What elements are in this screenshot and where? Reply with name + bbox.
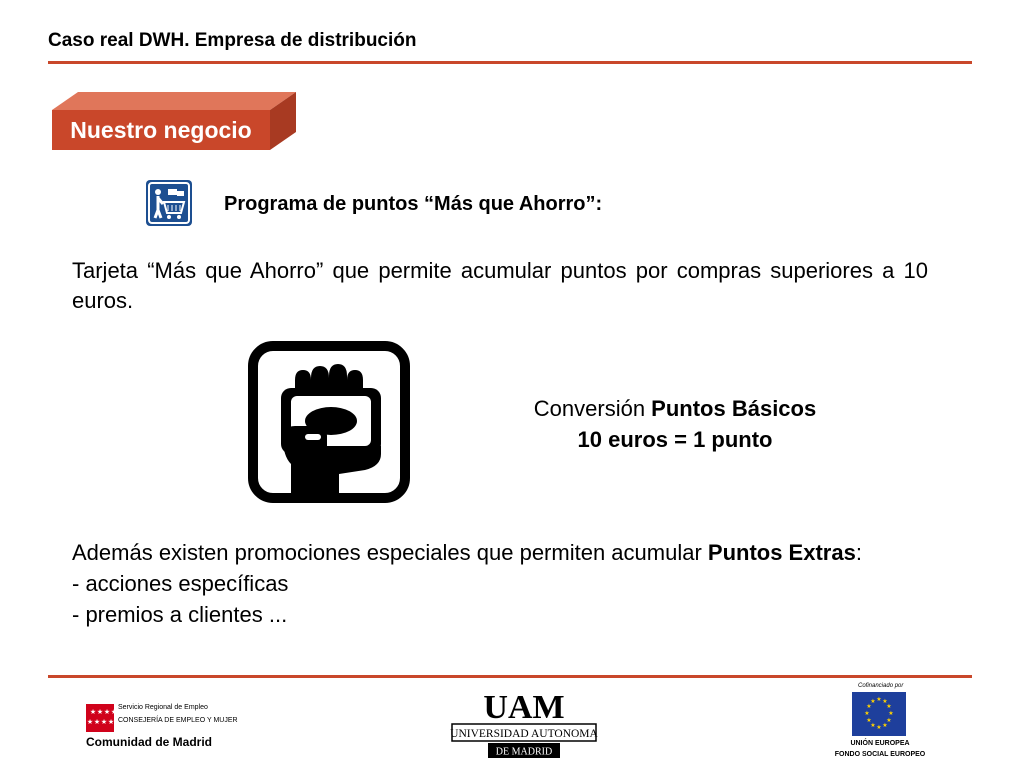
svg-text:★: ★: [882, 698, 888, 705]
extras-item: - acciones específicas: [72, 571, 289, 596]
comunidad-service-line: Servicio Regional de Empleo: [118, 704, 208, 711]
eu-cofinanciado: Cofinanciado por: [858, 683, 904, 689]
comunidad-madrid-flag-icon: [86, 704, 118, 732]
svg-text:★: ★: [870, 722, 876, 729]
shopping-cart-icon: [146, 180, 192, 226]
svg-text:★: ★: [864, 710, 870, 717]
svg-text:★: ★: [866, 717, 872, 724]
extras-emphasis: Puntos Extras: [707, 540, 856, 565]
uam-monogram: UAM: [483, 689, 565, 726]
svg-text:★: ★: [86, 718, 94, 726]
comunidad-name: Comunidad de Madrid: [86, 735, 212, 749]
svg-text:★: ★: [886, 703, 892, 710]
slide-title: Caso real DWH. Empresa de distribución: [48, 30, 417, 51]
extras-intro-line: [72, 537, 992, 568]
extras-section: [72, 537, 992, 630]
conversion-emphasis: Puntos Básicos: [651, 396, 817, 421]
svg-text:★: ★: [870, 698, 876, 705]
svg-text:★: ★: [888, 710, 894, 717]
extras-suffix: :: [855, 540, 862, 565]
card-description: Tarjeta “Más que Ahorro” que permite acumular puntos por compras superiores a 10 euros.: [72, 258, 928, 313]
svg-text:★: ★: [96, 708, 104, 716]
svg-text:★: ★: [886, 717, 892, 724]
svg-text:★: ★: [110, 708, 118, 716]
svg-text:★: ★: [89, 708, 97, 716]
svg-text:★: ★: [103, 708, 111, 716]
svg-text:★: ★: [876, 696, 882, 703]
uam-line1: UNIVERSIDAD AUTONOMA: [450, 728, 598, 740]
svg-text:★: ★: [882, 722, 888, 729]
svg-text:★: ★: [100, 718, 108, 726]
hand-card-icon: [247, 340, 411, 504]
uam-logo: [450, 684, 598, 760]
conversion-title: [480, 396, 870, 422]
program-title: Programa de puntos “Más que Ahorro”:: [224, 193, 603, 215]
extras-item: - premios a clientes ...: [72, 602, 288, 627]
extras-intro: Además existen promociones especiales que permiten acumular: [72, 540, 708, 565]
eu-union-label: UNIÓN EUROPEA: [850, 740, 910, 747]
conversion-prefix: Conversión: [533, 396, 652, 421]
svg-text:★: ★: [876, 724, 882, 731]
footer-divider: [48, 675, 972, 678]
comunidad-consejeria-line: CONSEJERÍA DE EMPLEO Y MUJER: [118, 717, 238, 724]
svg-text:★: ★: [107, 718, 115, 726]
conversion-rate: 10 euros = 1 punto: [577, 427, 773, 452]
svg-text:★: ★: [93, 718, 101, 726]
section-badge-label: Nuestro negocio: [70, 117, 252, 143]
eu-flag-icon: [852, 692, 906, 736]
svg-text:★: ★: [866, 703, 872, 710]
header-divider: [48, 61, 972, 64]
uam-line2: DE MADRID: [495, 746, 553, 758]
eu-fund-label: FONDO SOCIAL EUROPEO: [834, 751, 926, 758]
